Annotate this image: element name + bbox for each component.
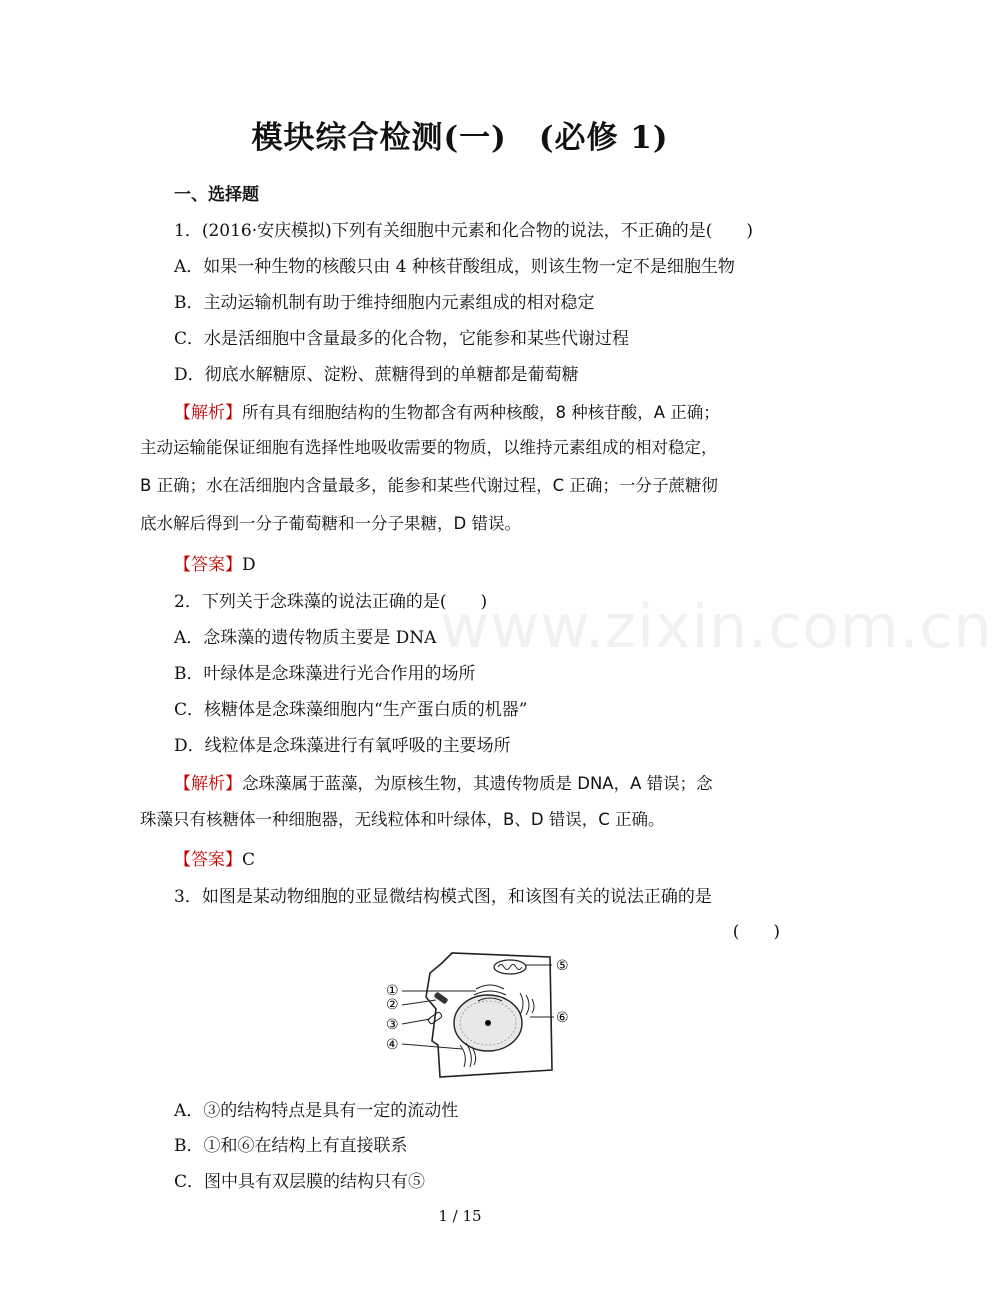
q1-explanation-line xyxy=(174,398,720,423)
q2-option-d: D．线粒体是念珠藻进行有氧呼吸的主要场所 xyxy=(174,736,511,756)
q1-explanation-line: B 正确；水在活细胞内含量最多，能参和某些代谢过程，C 正确；一分子蔗糖彻 xyxy=(140,476,718,495)
diagram-label: ④ xyxy=(386,1037,399,1053)
q1-stem: 1．(2016·安庆模拟)下列有关细胞中元素和化合物的说法，不正确的是( ) xyxy=(174,221,754,241)
q2-explanation-line xyxy=(174,769,713,794)
q3-option-c: C．图中具有双层膜的结构只有⑤ xyxy=(174,1172,426,1192)
diagram-label: ⑤ xyxy=(556,958,569,974)
page-number: 1 / 15 xyxy=(438,1207,482,1225)
q2-answer xyxy=(174,845,255,870)
q2-option-a: A．念珠藻的遗传物质主要是 DNA xyxy=(174,628,437,648)
section-heading: 一、选择题 xyxy=(174,185,259,205)
cell-diagram xyxy=(380,945,580,1085)
centriole-shape xyxy=(434,992,449,1005)
q1-answer xyxy=(174,550,256,575)
answer-value: C xyxy=(242,850,256,870)
q1-option-d: D．彻底水解糖原、淀粉、蔗糖得到的单糖都是葡萄糖 xyxy=(174,365,579,385)
q1-option-b: B．主动运输机制有助于维持细胞内元素组成的相对稳定 xyxy=(174,293,595,313)
diagram-label: ① xyxy=(386,983,399,999)
mitochondrion-cristae xyxy=(498,965,522,970)
diagram-label: ⑥ xyxy=(556,1010,569,1026)
q3-option-b: B．①和⑥在结构上有直接联系 xyxy=(174,1136,408,1156)
explanation-text: 念珠藻属于蓝藻，为原核生物，其遗传物质是 DNA，A 错误；念 xyxy=(242,774,713,793)
leader-line xyxy=(402,1019,430,1024)
nucleolus-dot xyxy=(485,1020,491,1026)
answer-value: D xyxy=(242,555,256,575)
explanation-text: 所有具有细胞结构的生物都含有两种核酸，8 种核苷酸，A 正确； xyxy=(242,403,720,422)
q3-answer-paren: ( ) xyxy=(732,922,780,942)
page-title: 模块综合检测(一) (必修 1) xyxy=(251,120,669,156)
answer-tag: 【答案】 xyxy=(174,850,242,870)
diagram-label: ③ xyxy=(386,1017,399,1033)
explanation-tag: 【解析】 xyxy=(174,774,242,794)
q3-option-a: A．③的结构特点是具有一定的流动性 xyxy=(174,1101,459,1121)
q1-option-c: C．水是活细胞中含量最多的化合物，它能参和某些代谢过程 xyxy=(174,329,630,349)
q3-stem: 3．如图是某动物细胞的亚显微结构模式图，和该图有关的说法正确的是 xyxy=(174,887,712,907)
q1-explanation-line: 主动运输能保证细胞有选择性地吸收需要的物质，以维持元素组成的相对稳定， xyxy=(140,438,718,457)
diagram-label: ② xyxy=(386,997,399,1013)
q2-option-b: B．叶绿体是念珠藻进行光合作用的场所 xyxy=(174,664,476,684)
q1-option-a: A．如果一种生物的核酸只由 4 种核苷酸组成，则该生物一定不是细胞生物 xyxy=(174,257,735,277)
q1-explanation-line: 底水解后得到一分子葡萄糖和一分子果糖，D 错误。 xyxy=(140,514,521,533)
q2-option-c: C．核糖体是念珠藻细胞内“生产蛋白质的机器” xyxy=(174,700,528,720)
watermark-text: www.zixin.com.cn xyxy=(440,592,992,662)
explanation-tag: 【解析】 xyxy=(174,403,242,423)
q2-stem: 2．下列关于念珠藻的说法正确的是( ) xyxy=(174,592,488,612)
q2-explanation-line: 珠藻只有核糖体一种细胞器，无线粒体和叶绿体，B、D 错误，C 正确。 xyxy=(140,810,665,829)
leader-line xyxy=(402,1044,462,1049)
answer-tag: 【答案】 xyxy=(174,555,242,575)
er-folds xyxy=(520,993,534,1015)
